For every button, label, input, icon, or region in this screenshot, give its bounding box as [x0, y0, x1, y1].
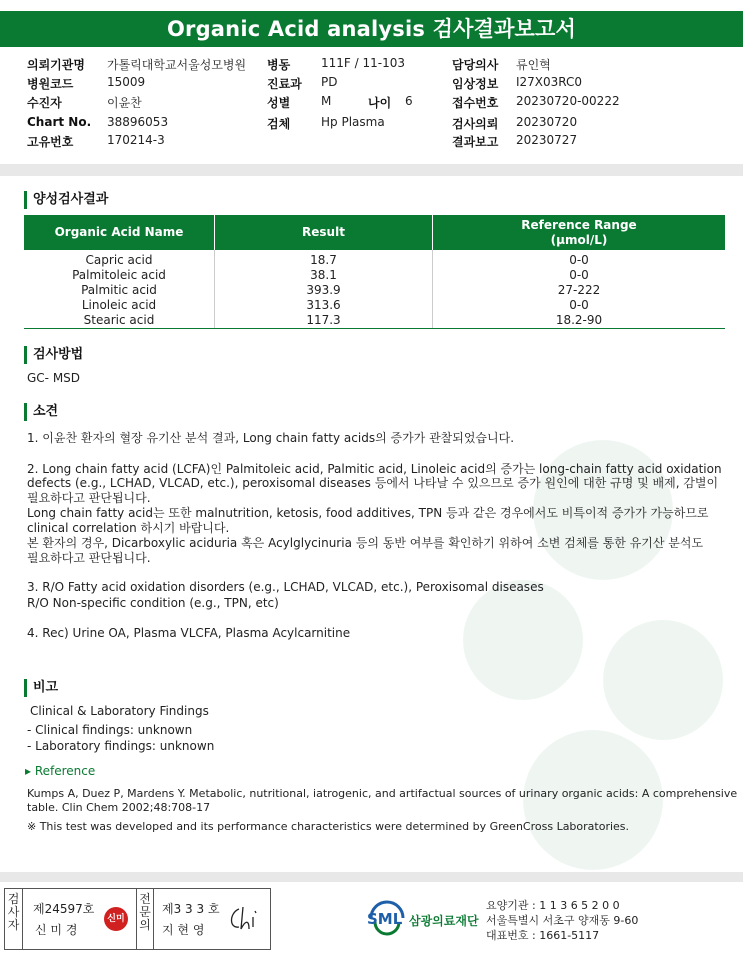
examiner-license: 제24597호 [33, 902, 95, 916]
col-header-result: Result [215, 215, 433, 250]
contact-info [486, 898, 638, 943]
info-value: M [321, 94, 332, 108]
remark-line: Clinical & Laboratory Findings [30, 704, 209, 718]
info-value: 111F / 11-103 [321, 56, 405, 70]
info-label: 성별 [267, 96, 291, 110]
reference-link[interactable]: ▸ Reference [25, 764, 96, 778]
info-value: 류인혁 [516, 58, 551, 72]
section-positive-results: 양성검사결과 [24, 191, 108, 209]
acid-result: 313.6 [215, 298, 433, 313]
info-label: 수진자 [27, 96, 62, 110]
acid-result: 117.3 [215, 313, 433, 329]
specialist-label: 전 문 의 [136, 889, 154, 949]
remark-line: - Laboratory findings: unknown [27, 739, 215, 753]
acid-reference: 0-0 [569, 253, 589, 267]
info-value: 170214-3 [107, 133, 165, 147]
acid-result: 18.7 [215, 250, 433, 268]
finding-line: defects (e.g., LCHAD, VLCAD, etc.), peroxisomal diseases 등에서 나타날 수 있으므로 증가 원인에 대한 규명 및 배제, 감별이 [27, 476, 719, 490]
method-text: GC- MSD [27, 371, 81, 385]
org-name: 삼광의료재단 [409, 914, 479, 928]
info-label: 진료과 [267, 77, 302, 91]
acid-result: 38.1 [215, 268, 433, 283]
table-row [24, 283, 725, 298]
specialist-license: 제3 3 3 호 [162, 902, 220, 916]
acid-reference: 18.2-90 [433, 313, 726, 329]
finding-line: clinical correlation 하시기 바랍니다. [27, 521, 230, 535]
contact-line: 대표번호 : 1661-5117 [486, 929, 600, 942]
acid-reference: 0-0 [569, 268, 589, 282]
disclaimer: ※ This test was developed and its performance characteristics were determined by GreenCross Laboratories. [27, 820, 630, 833]
info-value: 이윤찬 [107, 96, 142, 110]
acid-reference: 27-222 [557, 283, 601, 297]
divider [0, 164, 743, 176]
section-findings: 소견 [24, 403, 58, 421]
info-value: 20230727 [516, 133, 578, 147]
footer [0, 888, 743, 954]
reference-line: Kumps A, Duez P, Mardens Y. Metabolic, nutritional, iatrogenic, and artifactual sources of urinary organic acids: A comprehensive [27, 787, 738, 800]
finding-line: Long chain fatty acid는 또한 malnutrition, ketosis, food additives, TPN 등과 같은 경우에서도 비특이적 증가가 가능하므로 [27, 506, 709, 520]
acid-name: Linoleic acid [24, 298, 215, 313]
age-label: 나이 [368, 96, 392, 110]
finding-line: 필요하다고 판단됩니다. [27, 491, 151, 505]
info-label: 병원코드 [27, 77, 74, 91]
examiner-stamp: 신미 [104, 907, 128, 931]
finding-line: 본 환자의 경우, Dicarboxylic aciduria 혹은 Acylglycinuria 등의 동반 여부를 확인하기 위하여 소변 검체를 통한 유기산 분석도 [27, 536, 704, 550]
info-label: 고유번호 [27, 135, 74, 149]
finding-line: 2. Long chain fatty acid (LCFA)인 Palmitoleic acid, Palmitic acid, Linoleic acid의 증가는 long-chain fatty acid oxidation [27, 462, 722, 476]
info-label: 접수번호 [452, 96, 499, 110]
specialist-name: 지 현 영 [162, 923, 205, 937]
info-value: Hp Plasma [321, 115, 385, 129]
info-value: 20230720 [516, 115, 578, 129]
info-label: 결과보고 [452, 135, 499, 149]
divider [0, 872, 743, 882]
examiner-name: 신 미 경 [35, 923, 78, 937]
acid-reference: 0-0 [569, 298, 589, 312]
info-value: 가톨릭대학교서울성모병원 [107, 58, 247, 72]
finding-line: R/O Non-specific condition (e.g., TPN, etc) [27, 596, 279, 610]
finding-line: 필요하다고 판단됩니다. [27, 551, 151, 565]
info-label: 임상정보 [452, 77, 499, 91]
acid-result: 393.9 [215, 283, 433, 298]
info-value: 15009 [107, 75, 146, 89]
info-label: Chart No. [27, 115, 92, 129]
signature-image [225, 903, 267, 935]
table-row [24, 250, 725, 268]
info-value: 38896053 [107, 115, 169, 129]
remark-line: - Clinical findings: unknown [27, 723, 193, 737]
signature-box [4, 888, 271, 950]
col-header-reference: Reference Range (μmol/L) [433, 215, 726, 250]
finding-line: 1. 이윤찬 환자의 혈장 유기산 분석 결과, Long chain fatty acids의 증가가 관찰되었습니다. [27, 431, 515, 445]
info-label: 병동 [267, 58, 291, 72]
table-row [24, 298, 725, 313]
info-label: 의뢰기관명 [27, 58, 85, 72]
age-value: 6 [405, 94, 413, 108]
contact-line: 요양기관 : 1 1 3 6 5 2 0 0 [486, 899, 620, 912]
section-method: 검사방법 [24, 346, 83, 364]
logo-text: SML [367, 910, 403, 928]
acid-name: Capric acid [24, 250, 215, 268]
finding-line: 3. R/O Fatty acid oxidation disorders (e.g., LCHAD, VLCAD, etc.), Peroxisomal diseases [27, 580, 544, 594]
info-label: 담당의사 [452, 58, 499, 72]
reference-line: table. Clin Chem 2002;48:708-17 [27, 801, 211, 814]
table-row [24, 313, 725, 329]
info-value: PD [321, 75, 338, 89]
table-row [24, 268, 725, 283]
acid-name: Stearic acid [24, 313, 215, 329]
info-label: 검체 [267, 117, 291, 131]
report-title: Organic Acid analysis 검사결과보고서 [0, 11, 743, 47]
results-table [24, 215, 725, 329]
contact-line: 서울특별시 서초구 양재동 9-60 [486, 914, 639, 927]
section-remarks: 비고 [24, 679, 58, 697]
col-header-name: Organic Acid Name [24, 215, 215, 250]
info-value: 20230720-00222 [516, 94, 620, 108]
info-label: 검사의뢰 [452, 117, 499, 131]
acid-name: Palmitoleic acid [24, 268, 215, 283]
info-value: I27X03RC0 [516, 75, 583, 89]
finding-line: 4. Rec) Urine OA, Plasma VLCFA, Plasma Acylcarnitine [27, 626, 351, 640]
acid-name: Palmitic acid [24, 283, 215, 298]
examiner-label: 검 사 자 [5, 889, 23, 949]
